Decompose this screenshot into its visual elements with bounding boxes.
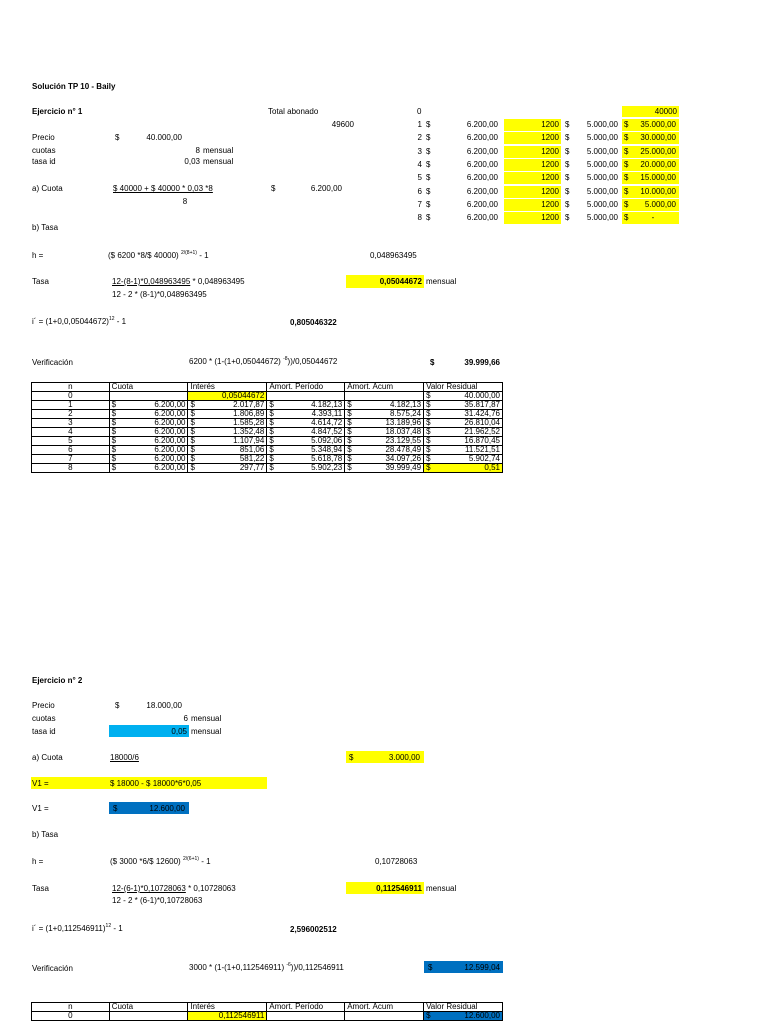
ex2-v1b-value: 12.600,00 xyxy=(149,804,185,813)
ex2-tasa-result: 0,112546911 xyxy=(376,884,422,893)
side-row-balance: 20.000,00 xyxy=(640,159,676,169)
cell-interes: $ 1.107,94 xyxy=(188,437,267,446)
side-row-currency: $ xyxy=(624,213,629,223)
side-row-balance: 35.000,00 xyxy=(640,120,676,129)
ex2-verif-label: Verificación xyxy=(32,964,73,973)
side-row-interest: 1200 xyxy=(541,133,559,143)
ex2-v1b-label: V1 = xyxy=(32,804,49,813)
ex2-cuota-currency: $ xyxy=(349,753,354,762)
ex1-h-formula: ($ 6200 *8/$ 40000) $^{2/(8+1)}$ - 1 xyxy=(108,250,209,260)
cell-acum: $ 4.182,13 xyxy=(345,401,424,410)
side-row-currency: $ xyxy=(624,199,629,209)
cell-interes: $ 1.585,28 xyxy=(188,419,267,428)
cell-residual: $ 5.902,74 xyxy=(424,455,503,464)
ex2-tasa-result-unit: mensual xyxy=(426,884,457,893)
side-row-currency: $ xyxy=(426,159,431,169)
cell-residual: $ 11.521,51 xyxy=(424,446,503,455)
ex1-precio-value: 40.000,00 xyxy=(146,133,182,142)
side-row-interest: 1200 xyxy=(541,186,559,196)
table-header: Interés xyxy=(188,383,267,392)
side-row-balance: - xyxy=(651,213,655,223)
side-row-interest: 1200 xyxy=(541,173,559,183)
ex2-cuotas-unit: mensual xyxy=(191,714,222,723)
ex1-verif-formula: 6200 * (1-(1+0,05044672) $^{-8}$))/0,05044672 xyxy=(189,356,338,366)
cell-amort: $ 4.393,11 xyxy=(267,410,345,419)
cell-n: 8 xyxy=(32,464,110,473)
side-row-interest: 1200 xyxy=(541,199,559,209)
side-row-currency: $ xyxy=(624,159,629,169)
ex2-precio-value: 18.000,00 xyxy=(146,701,182,710)
table-header: Amort. Acum xyxy=(345,1003,424,1012)
side-row-currency: $ xyxy=(426,120,431,129)
table-row xyxy=(32,392,503,401)
cell-interes: 0,112546911 xyxy=(188,1012,267,1021)
side-row-interest: 1200 xyxy=(541,159,559,169)
side-row-currency: $ xyxy=(426,173,431,183)
table-row xyxy=(32,419,503,428)
ex2-tasa-den: 12 - 2 * (6-1)*0,10728063 xyxy=(112,896,203,905)
side-row-payment: 6.200,00 xyxy=(466,133,498,143)
ex1-cuota-formula-den: 8 xyxy=(182,197,188,206)
side-zero: 0 xyxy=(417,107,422,116)
side-row-interest: 1200 xyxy=(541,146,559,156)
ex1-tasa-num: 12-(8-1)*0,048963495 * 0,048963495 xyxy=(112,277,245,286)
ex1-h-label: h = xyxy=(32,251,44,260)
side-row-payment: 6.200,00 xyxy=(466,199,498,209)
cell-amort: $ 5.618,78 xyxy=(267,455,345,464)
side-row-balance: 15.000,00 xyxy=(640,173,676,183)
side-row-currency: $ xyxy=(565,146,570,156)
cell-interes: $ 1.352,48 xyxy=(188,428,267,437)
side-row-currency: $ xyxy=(565,213,570,223)
ex1-tasa-result: 0,05044672 xyxy=(379,277,422,286)
ex1-tasa-value: 0,03 xyxy=(184,157,200,166)
side-row-amort: 5.000,00 xyxy=(586,120,618,129)
table-header-row xyxy=(32,1003,503,1012)
cell-acum: $ 34.097,26 xyxy=(345,455,424,464)
cell-cuota: $ 6.200,00 xyxy=(109,446,188,455)
ex1-total-label: Total abonado xyxy=(268,107,319,116)
side-row-n: 8 xyxy=(417,213,422,223)
ex2-amort-table xyxy=(31,1002,503,1021)
ex2-v1b-currency: $ xyxy=(113,804,118,813)
ex1-cuota-label: a) Cuota xyxy=(32,184,63,193)
cell-interes: $ 1.806,89 xyxy=(188,410,267,419)
side-row-n: 2 xyxy=(417,133,422,143)
ex1-tasa-result-unit: mensual xyxy=(426,277,457,286)
ex1-tasa-section: b) Tasa xyxy=(32,223,59,232)
cell-n: 5 xyxy=(32,437,110,446)
ex2-i-formula: i´ = $(1+0,112546911)^{12} - 1$ xyxy=(32,923,123,933)
cell-n: 0 xyxy=(32,392,110,401)
side-row-payment: 6.200,00 xyxy=(466,120,498,129)
cell-interes: $ 297,77 xyxy=(188,464,267,473)
table-header: Valor Residual xyxy=(424,383,503,392)
side-row-payment: 6.200,00 xyxy=(466,173,498,183)
side-row-n: 7 xyxy=(417,199,422,209)
cell-interes: $ 851,06 xyxy=(188,446,267,455)
table-header: Cuota xyxy=(109,1003,188,1012)
side-row-n: 3 xyxy=(417,146,422,156)
table-row xyxy=(32,455,503,464)
ex2-cuota-formula: 18000/6 xyxy=(110,753,139,762)
cell-cuota: $ 6.200,00 xyxy=(109,410,188,419)
table-row xyxy=(32,464,503,473)
cell-n: 2 xyxy=(32,410,110,419)
cell-interes: $ 581,22 xyxy=(188,455,267,464)
table-header: Cuota xyxy=(109,383,188,392)
ex2-heading: Ejercicio n° 2 xyxy=(32,676,83,685)
ex1-tasa-calc-label: Tasa xyxy=(32,277,49,286)
table-row xyxy=(32,437,503,446)
ex1-i-result: 0,805046322 xyxy=(290,318,337,327)
cell-cuota: $ 6.200,00 xyxy=(109,455,188,464)
side-row-amort: 5.000,00 xyxy=(586,159,618,169)
side-row-currency: $ xyxy=(624,120,629,129)
cell-cuota: $ 6.200,00 xyxy=(109,428,188,437)
cell-acum xyxy=(345,1012,424,1021)
cell-residual: $ 12.600,00 xyxy=(424,1012,503,1021)
side-row-currency: $ xyxy=(565,133,570,143)
cell-residual: $ 26.810,04 xyxy=(424,419,503,428)
table-header-row xyxy=(32,383,503,392)
cell-residual: $ 31.424,76 xyxy=(424,410,503,419)
ex2-h-result: 0,10728063 xyxy=(375,857,418,866)
cell-cuota xyxy=(109,1012,188,1021)
cell-amort xyxy=(267,1012,345,1021)
table-header: n xyxy=(32,383,110,392)
ex2-h-label: h = xyxy=(32,857,44,866)
ex1-verif-label: Verificación xyxy=(32,358,73,367)
cell-residual: $ 35.817,87 xyxy=(424,401,503,410)
cell-amort: $ 5.348,94 xyxy=(267,446,345,455)
ex1-i-formula: i´ = $(1+0,0,05044672)^{12} - 1$ xyxy=(32,316,127,326)
ex2-cuotas-value: 6 xyxy=(183,714,188,723)
side-row-currency: $ xyxy=(426,133,431,143)
ex2-precio-currency: $ xyxy=(115,701,120,710)
side-row-currency: $ xyxy=(426,199,431,209)
side-row-currency: $ xyxy=(565,120,570,129)
table-header: Amort. Período xyxy=(267,383,345,392)
cell-acum: $ 28.478,49 xyxy=(345,446,424,455)
cell-acum: $ 8.575,24 xyxy=(345,410,424,419)
table-header: Valor Residual xyxy=(424,1003,503,1012)
cell-cuota: $ 6.200,00 xyxy=(109,464,188,473)
ex1-verif-result: 39.999,66 xyxy=(464,358,500,367)
ex2-verif-formula: 3000 * (1-(1+0,112546911) $^{-6}$))/0,112546911 xyxy=(189,962,344,972)
cell-amort: $ 4.847,52 xyxy=(267,428,345,437)
cell-residual: $ 16.870,45 xyxy=(424,437,503,446)
ex1-precio-label: Precio xyxy=(32,133,55,142)
side-row-amort: 5.000,00 xyxy=(586,173,618,183)
table-row xyxy=(32,446,503,455)
side-row-balance: 25.000,00 xyxy=(640,146,676,156)
side-row-interest: 1200 xyxy=(541,120,559,129)
cell-acum: $ 23.129,55 xyxy=(345,437,424,446)
ex2-tasa-value: 0,05 xyxy=(171,727,187,736)
side-row-n: 5 xyxy=(417,173,422,183)
cell-n: 6 xyxy=(32,446,110,455)
cell-amort: $ 4.182,13 xyxy=(267,401,345,410)
ex2-verif-currency: $ xyxy=(428,963,433,972)
side-row-currency: $ xyxy=(565,173,570,183)
cell-residual: $ 0,51 xyxy=(424,464,503,473)
ex2-v1-formula: $ 18000 - $ 18000*6*0,05 xyxy=(110,779,202,788)
ex2-verif-result: 12.599,04 xyxy=(464,963,500,972)
side-row-n: 6 xyxy=(417,186,422,196)
ex1-total-value: 49600 xyxy=(331,120,354,129)
side-top-value: 40000 xyxy=(654,107,677,116)
ex2-cuotas-label: cuotas xyxy=(32,714,56,723)
ex1-h-result: 0,048963495 xyxy=(370,251,417,260)
cell-cuota: $ 6.200,00 xyxy=(109,401,188,410)
cell-n: 0 xyxy=(32,1012,110,1021)
cell-acum: $ 39.999,49 xyxy=(345,464,424,473)
side-row-payment: 6.200,00 xyxy=(466,213,498,223)
ex1-cuotas-value: 8 xyxy=(195,146,200,155)
table-row xyxy=(32,1012,503,1021)
table-row xyxy=(32,401,503,410)
side-row-currency: $ xyxy=(426,213,431,223)
table-row xyxy=(32,428,503,437)
ex2-h-formula: ($ 3000 *6/$ 12600) $^{2/(6+1)}$ - 1 xyxy=(110,856,211,866)
side-row-amort: 5.000,00 xyxy=(586,133,618,143)
ex2-tasa-label: tasa id xyxy=(32,727,56,736)
ex1-cuota-result: 6.200,00 xyxy=(310,184,342,193)
side-row-n: 1 xyxy=(417,120,422,129)
ex1-cuotas-unit: mensual xyxy=(203,146,234,155)
ex1-precio-currency: $ xyxy=(115,133,120,142)
side-row-currency: $ xyxy=(624,173,629,183)
side-row-currency: $ xyxy=(565,159,570,169)
side-row-amort: 5.000,00 xyxy=(586,186,618,196)
ex1-cuota-currency: $ xyxy=(271,184,276,193)
table-header: Amort. Período xyxy=(267,1003,345,1012)
table-header: Amort. Acum xyxy=(345,383,424,392)
table-row xyxy=(32,410,503,419)
ex1-amort-table xyxy=(31,382,503,473)
ex1-tasa-unit: mensual xyxy=(203,157,234,166)
ex2-cuota-result: 3.000,00 xyxy=(388,753,420,762)
ex2-i-result: 2,596002512 xyxy=(290,925,337,934)
side-row-balance: 30.000,00 xyxy=(640,133,676,143)
cell-interes: $ 2.017,87 xyxy=(188,401,267,410)
side-row-currency: $ xyxy=(426,186,431,196)
ex1-heading: Ejercicio n° 1 xyxy=(32,107,83,116)
ex1-cuotas-label: cuotas xyxy=(32,146,56,155)
side-row-payment: 6.200,00 xyxy=(466,159,498,169)
table-header: Interés xyxy=(188,1003,267,1012)
ex2-precio-label: Precio xyxy=(32,701,55,710)
ex2-tasa-section: b) Tasa xyxy=(32,830,59,839)
side-row-currency: $ xyxy=(565,199,570,209)
side-row-currency: $ xyxy=(624,133,629,143)
side-row-interest: 1200 xyxy=(541,213,559,223)
cell-acum: $ 13.189,96 xyxy=(345,419,424,428)
cell-residual: $ 40.000,00 xyxy=(424,392,503,401)
ex2-v1-label: V1 = xyxy=(32,779,49,788)
side-row-amort: 5.000,00 xyxy=(586,146,618,156)
table-header: n xyxy=(32,1003,110,1012)
cell-interes: 0,05044672 xyxy=(188,392,267,401)
cell-amort: $ 5.902,23 xyxy=(267,464,345,473)
cell-amort: $ 4.614,72 xyxy=(267,419,345,428)
side-row-amort: 5.000,00 xyxy=(586,213,618,223)
ex2-cuota-label: a) Cuota xyxy=(32,753,63,762)
side-row-currency: $ xyxy=(624,146,629,156)
side-row-payment: 6.200,00 xyxy=(466,186,498,196)
side-row-payment: 6.200,00 xyxy=(466,146,498,156)
side-row-balance: 10.000,00 xyxy=(640,186,676,196)
side-row-currency: $ xyxy=(565,186,570,196)
cell-cuota: $ 6.200,00 xyxy=(109,419,188,428)
ex2-tasa-calc-label: Tasa xyxy=(32,884,49,893)
ex1-tasa-den: 12 - 2 * (8-1)*0,048963495 xyxy=(112,290,207,299)
ex2-tasa-num: 12-(6-1)*0,10728063 * 0,10728063 xyxy=(112,884,236,893)
cell-acum: $ 18.037,48 xyxy=(345,428,424,437)
side-row-currency: $ xyxy=(624,186,629,196)
side-row-currency: $ xyxy=(426,146,431,156)
side-row-balance: 5.000,00 xyxy=(644,199,676,209)
side-row-n: 4 xyxy=(417,159,422,169)
ex2-tasa-unit: mensual xyxy=(191,727,222,736)
side-row-amort: 5.000,00 xyxy=(586,199,618,209)
ex1-cuota-formula-num: $ 40000 + $ 40000 * 0,03 *8 xyxy=(113,184,213,193)
cell-n: 4 xyxy=(32,428,110,437)
cell-amort: $ 5.092,06 xyxy=(267,437,345,446)
cell-n: 3 xyxy=(32,419,110,428)
cell-n: 1 xyxy=(32,401,110,410)
doc-title: Solución TP 10 - Baily xyxy=(32,82,116,91)
cell-residual: $ 21.962,52 xyxy=(424,428,503,437)
ex1-verif-currency: $ xyxy=(430,358,435,367)
ex1-tasa-label: tasa id xyxy=(32,157,56,166)
cell-cuota: $ 6.200,00 xyxy=(109,437,188,446)
cell-n: 7 xyxy=(32,455,110,464)
